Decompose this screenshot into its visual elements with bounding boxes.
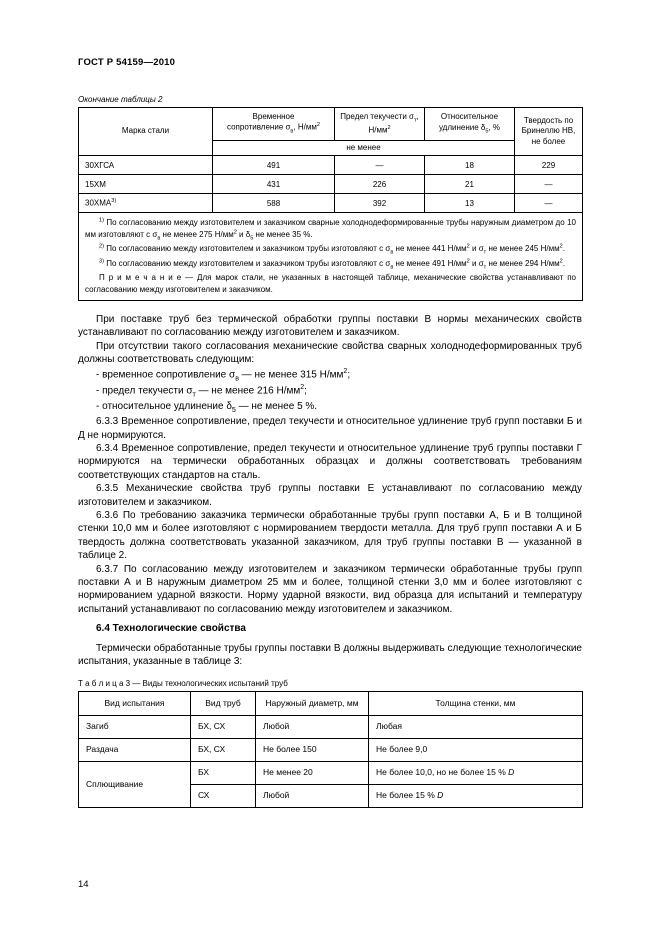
table2-row [79,175,583,194]
table3-header [79,692,583,715]
elongation-cell: 18 [425,156,515,175]
table3-row [79,761,583,784]
yield-cell: 392 [335,194,425,213]
paragraph-6-3-4: 6.3.4 Временное сопротивление, предел текучести и относительное удлинение труб группы поставки Г нормируются на термически обработанных образцах и должны соответствовать требованиям соответствующих стандартов на сталь. [78,443,582,481]
test-type-cell: Раздача [79,738,191,761]
diameter-cell: Не менее 20 [256,761,369,784]
page-number: 14 [78,879,89,890]
table2-header-hardness: Твердость по Бринеллю НВ, не более [515,108,583,156]
paragraph-intro-table3: Термически обработанные трубы группы поставки В должны выдерживать следующие технологические испытания, указанные в таблице 3: [78,642,582,667]
table-note: П р и м е ч а н и е — Для марок стали, не указанных в настоящей таблице, механические свойства устанавливают по согласованию между изготовителем и заказчиком. [85,273,576,294]
thickness-cell: Любая [369,715,583,738]
paragraph: При отсутствии такого согласования механические свойства сварных холоднодеформированных труб должны соответствовать следующим: [78,340,582,366]
table2-header-row [79,108,583,141]
paragraph-6-3-3: 6.3.3 Временное сопротивление, предел текучести и относительное удлинение труб групп поставки Б и Д не нормируются. [78,416,582,441]
table2-row [79,156,583,175]
paragraph-6-3-5: 6.3.5 Механические свойства труб группы поставки Е устанавливают по согласованию между изготовителем и заказчиком. [78,483,582,508]
table2-header-steel-grade: Марка стали [79,108,213,156]
table2-footnote-block [79,213,583,301]
elongation-cell: 13 [425,194,515,213]
steel-grade-cell: 15ХМ [79,175,213,194]
table3-body [79,715,583,807]
standard-designation: ГОСТ Р 54159—2010 [78,57,176,68]
hardness-cell: 229 [515,156,583,175]
thickness-cell: Не более 9,0 [369,738,583,761]
table2-subheader-not-less: не менее [213,140,515,155]
list-item: - временное сопротивление $\sigma_в$ — не менее 315 $Н/мм^2$; [96,367,351,382]
table3-row [79,715,583,738]
table3-row [79,738,583,761]
footnote-1: $^{1)}$ По согласованию между изготовителем и заказчиком сварные холоднодеформированные трубы наружным диаметром до 10 мм изготовляют с $\sigma_в$ не менее 275 $Н/мм^2$ и $\delta_5$ не менее 35 %. [85,217,576,242]
table3-header-pipe-type: Вид труб [191,692,256,715]
table2-mechanical-properties [78,107,583,301]
hardness-cell: — [515,175,583,194]
footnote-2: $^{2)}$ По согласованию между изготовителем и заказчиком трубы изготовляют с $\sigma_в$ не менее 441 $Н/мм^2$ и $\sigma_т$ не менее 245 $Н/мм^2$. [99,243,565,256]
hardness-cell: — [515,194,583,213]
list-item: - предел текучести $\sigma_т$ — не менее 216 $Н/мм^2$; [96,384,307,399]
table3-caption: Т а б л и ц а 3 — Виды технологических испытаний труб [78,679,288,689]
pipe-type-cell: БХ, СХ [191,738,256,761]
table2-header [79,108,583,156]
steel-grade-cell: 30ХГСА [79,156,213,175]
yield-cell: — [335,156,425,175]
paragraph: При поставке труб без термической обработки группы поставки В нормы механических свойств устанавливают по согласованию между изготовителем и заказчиком. [78,313,582,339]
tensile-cell: 588 [213,194,335,213]
list-item: - относительное удлинение $\delta_5$ — не менее 5 %. [96,400,318,414]
pipe-type-cell: СХ [191,784,256,807]
heading-6-4: 6.4 Технологические свойства [96,623,246,635]
table3-header-outer-diameter: Наружный диаметр, мм [256,692,369,715]
steel-grade-cell: 30ХМА$^{3)}$ [79,194,213,213]
table2-header-yield-strength: Предел текучести $\sigma_т$, $Н/мм^2$ [335,108,425,141]
diameter-cell: Любой [256,715,369,738]
table3-header-row [79,692,583,715]
body-text [78,313,582,668]
table2-footnotes-section [79,213,583,301]
table2-header-elongation: Относительное удлинение $\delta_5$, % [425,108,515,141]
table2-footnote-row [79,213,583,301]
table2-continuation-caption: Окончание таблицы 2 [78,95,163,104]
diameter-cell: Любой [256,784,369,807]
test-type-cell: Сплющивание [79,761,191,807]
test-type-cell: Загиб [79,715,191,738]
table3-header-wall-thickness: Толщина стенки, мм [369,692,583,715]
diameter-cell: Не более 150 [256,738,369,761]
table2-header-tensile-strength: Временное сопротивление $\sigma_в$, $Н/мм^2$ [213,108,335,141]
tensile-cell: 431 [213,175,335,194]
thickness-cell: Не более 10,0, но не более 15 % D [369,761,583,784]
paragraph-6-3-6: 6.3.6 По требованию заказчика термически обработанные трубы групп поставки А, Б и В толщиной стенки 10,0 мм и более изготовляют с нормированием твердости металла. Для труб групп поставки А и Б твердость должна соответствовать указанной заказчиком, для труб группы поставки В — указанной в таблице 2. [78,510,582,562]
yield-cell: 226 [335,175,425,194]
thickness-cell: Не более 15 % D [369,784,583,807]
elongation-cell: 21 [425,175,515,194]
paragraph-6-3-7: 6.3.7 По согласованию между изготовителем и заказчиком термически обработанные трубы групп поставки А и В наружным диаметром 25 мм и более, толщиной стенки 3,0 мм и более изготовляют с нормированием ударной вязкости. Норму ударной вязкости, вид образца для испытаний и температуру испытаний устанавливают по согласованию между изготовителем и заказчиком. [78,563,582,615]
pipe-type-cell: БХ, СХ [191,715,256,738]
pipe-type-cell: БХ [191,761,256,784]
table2-body [79,156,583,213]
table3-technological-tests [78,691,583,807]
tensile-cell: 491 [213,156,335,175]
table3-header-test-type: Вид испытания [79,692,191,715]
table2-row [79,194,583,213]
footnote-3: $^{3)}$ По согласованию между изготовителем и заказчиком трубы изготовляют с $\sigma_в$ не менее 491 $Н/мм^2$ и $\sigma_т$ не менее 294 $Н/мм^2$. [99,258,565,271]
